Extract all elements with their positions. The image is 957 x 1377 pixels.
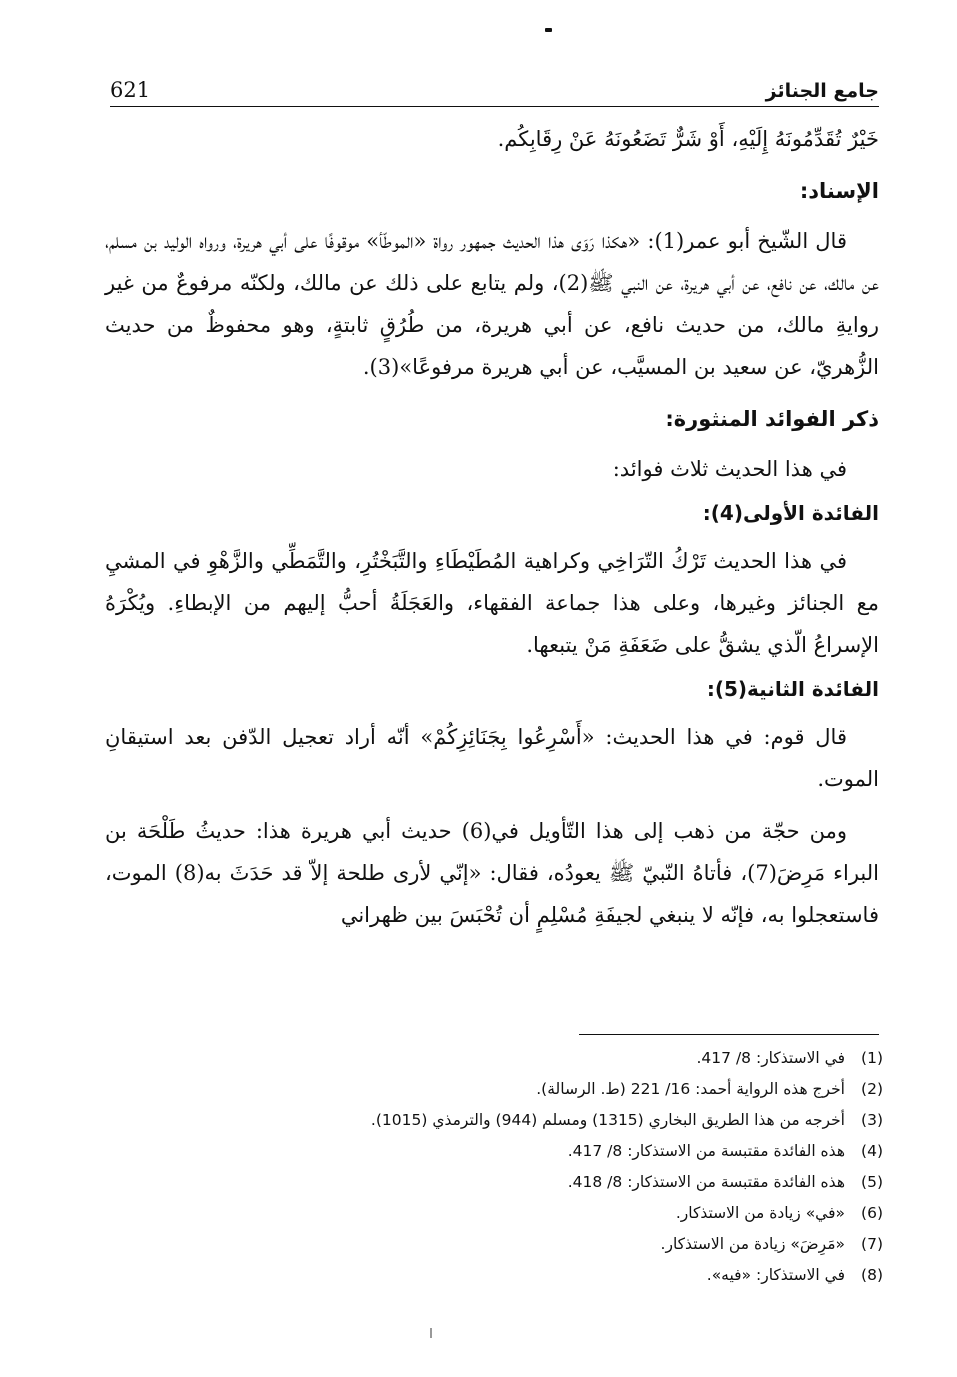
footnote-number: (3): [861, 1110, 883, 1129]
footnotes: [110, 1042, 889, 1290]
page-number: 621: [110, 78, 151, 102]
footnote-number: (7): [861, 1234, 883, 1253]
fawaid-heading: ذكر الفوائد المنثورة:: [665, 407, 879, 431]
footnote-item: [110, 1197, 889, 1228]
footnote-number: (6): [861, 1203, 883, 1222]
footnote-text: في الاستذكار: «فيه».: [706, 1265, 845, 1284]
bottom-mark: [430, 1328, 432, 1338]
fawaid-intro: في هذا الحديث ثلاث فوائد:: [612, 457, 847, 481]
verse-line: خَيْرٌ تُقَدِّمُونَهُ إِلَيْهِ، أَوْ شَرٌّ تَضَعُونَهُ عَنْ رِقَابِكُم.: [497, 127, 879, 151]
first-benefit-paragraph: في هذا الحديث تَرْكُ التّرَاخِي وكراهية المُطَيْطَاءِ والتَّبَخْتُرِ، والتَّمَطِّي والزَّهْوِ في المشيِ مع الجنائز وغيرها، وعلى هذا جماعة الفقهاء، والعَجَلَةُ أحبُّ إليهم من الإبطاءِ. ويُكْرَهُ الإسراعُ الّذي يشقُّ على ضَعَفَةِ مَنْ يتبعها.: [105, 549, 879, 657]
first-benefit-heading: الفائدة الأولى(4):: [702, 501, 879, 525]
footnote-item: [110, 1104, 889, 1135]
footnote-number: (4): [861, 1141, 883, 1160]
footnote-number: (5): [861, 1172, 883, 1191]
footnote-text: هذه الفائدة مقتبسة من الاستذكار: 8/ 418.: [567, 1172, 845, 1191]
running-title: جامع الجنائز: [765, 80, 879, 102]
second-benefit-paragraph: قال قوم: في هذا الحديث: «أَسْرِعُوا بِجَنَائِزِكُمْ» أنّه أراد تعجيل الدّفن بعد استيقانِ الموت.: [105, 725, 879, 791]
footnote-text: أخرجه من هذا الطريق البخاري (1315) ومسلم (944) والترمذي (1015).: [370, 1110, 845, 1129]
footnote-divider: [579, 1034, 879, 1035]
isnad-paragraph: قال الشّيخ أبو عمر(1): «هكذا رَوَى هذا الحديث جمهور رواة «الموطّأ» موقوفًا على أبي هريرة، ورواه الوليد بن مسلم، عن مالك، عن نافع، عن أبي هريرة، عن النبي ﷺ(2)، ولم يتابع على ذلك عن مالك، ولكنّه مرفوعٌ من غير روايةِ مالك، من حديث نافع، عن أبي هريرة، من طُرُقٍ ثابتةٍ، وهو محفوظٌ من حديث الزُّهريّ، عن سعيد بن المسيَّب، عن أبي هريرة مرفوعًا»(3).: [105, 229, 879, 379]
top-mark: [545, 28, 552, 32]
footnote-item: [110, 1073, 889, 1104]
footnote-number: (8): [861, 1265, 883, 1284]
footnote-text: هذه الفائدة مقتبسة من الاستذكار: 8/ 417.: [567, 1141, 845, 1160]
footnote-number: (2): [861, 1079, 883, 1098]
page-content: [105, 118, 879, 936]
footnote-item: [110, 1228, 889, 1259]
isnad-heading: الإسناد:: [799, 179, 879, 203]
footnote-item: [110, 1166, 889, 1197]
footnote-item: [110, 1135, 889, 1166]
footnote-text: «في» زيادة من الاستذكار.: [675, 1203, 845, 1222]
footnote-item: [110, 1259, 889, 1290]
second-benefit-heading: الفائدة الثانية(5):: [706, 677, 879, 701]
page-header: [110, 68, 879, 107]
footnote-text: «مَرِضَ» زيادة من الاستذكار.: [660, 1234, 845, 1253]
footnote-text: في الاستذكار: 8/ 417.: [696, 1048, 845, 1067]
footnote-number: (1): [861, 1048, 883, 1067]
footnote-text: أخرج هذه الرواية أحمد: 16/ 221 (ط. الرسالة).: [536, 1079, 845, 1098]
third-paragraph: ومن حجّة من ذهب إلى هذا التّأويل في(6) حديث أبي هريرة هذا: حديثُ طَلْحَة بن البراء مَرِضَ(7)، فأتاهُ النّبيّ ﷺ يعودُه، فقال: «إنّي لأرى طلحة إلاّ قد حَدَثَ به(8) الموت، فاستعجلوا به، فإنّه لا ينبغي لجيفَةِ مُسْلِمٍ أن تُحْبَسَ بين ظهراني: [105, 819, 879, 927]
footnote-item: [110, 1042, 889, 1073]
